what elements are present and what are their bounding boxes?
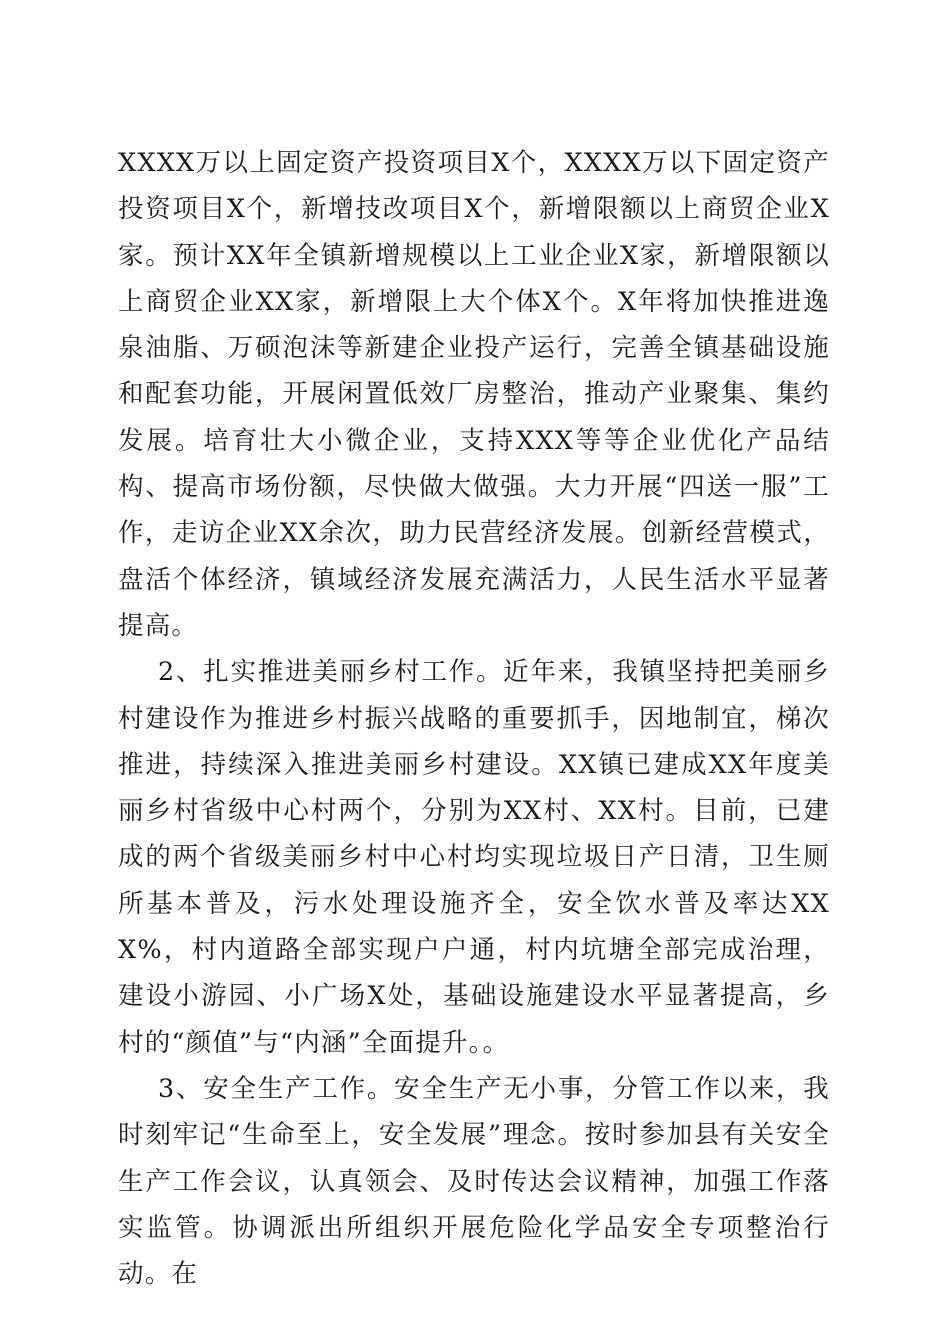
paragraph-safety-production: 3、安全生产工作。安全生产无小事，分管工作以来，我时刻牢记“生命至上，安全发展”理念。按时参加县有关安全生产工作会议，认真领会、及时传达会议精神，加强工作落实监管。协调派出所组织开展危险化学品安全专项整治行动。在 <box>118 1073 830 1290</box>
document-body <box>118 140 830 1297</box>
paragraph-beautiful-village: 2、扎实推进美丽乡村工作。近年来，我镇坚持把美丽乡村建设作为推进乡村振兴战略的重要抓手，因地制宜，梯次推进，持续深入推进美丽乡村建设。XX镇已建成XX年度美丽乡村省级中心村两个，分别为XX村、XX村。目前，已建成的两个省级美丽乡村中心村均实现垃圾日产日清，卫生厕所基本普及，污水处理设施齐全，安全饮水普及率达XXX%，村内道路全部实现户户通，村内坑塘全部完成治理，建设小游园、小广场X处，基础设施建设水平显著提高，乡村的“颜值”与“内涵”全面提升。。 <box>118 657 830 1058</box>
paragraph-economy: XXXX万以上固定资产投资项目X个，XXXX万以下固定资产投资项目X个，新增技改项目X个，新增限额以上商贸企业X家。预计XX年全镇新增规模以上工业企业X家，新增限额以上商贸企业XX家，新增限上大个体X个。X年将加快推进逸泉油脂、万硕泡沫等新建企业投产运行，完善全镇基础设施和配套功能，开展闲置低效厂房整治，推动产业聚集、集约发展。培育壮大小微企业，支持XXX等等企业优化产品结构、提高市场份额，尽快做大做强。大力开展“四送一服”工作，走访企业XX余次，助力民营经济发展。创新经营模式，盘活个体经济，镇域经济发展充满活力，人民生活水平显著提高。 <box>118 148 830 641</box>
